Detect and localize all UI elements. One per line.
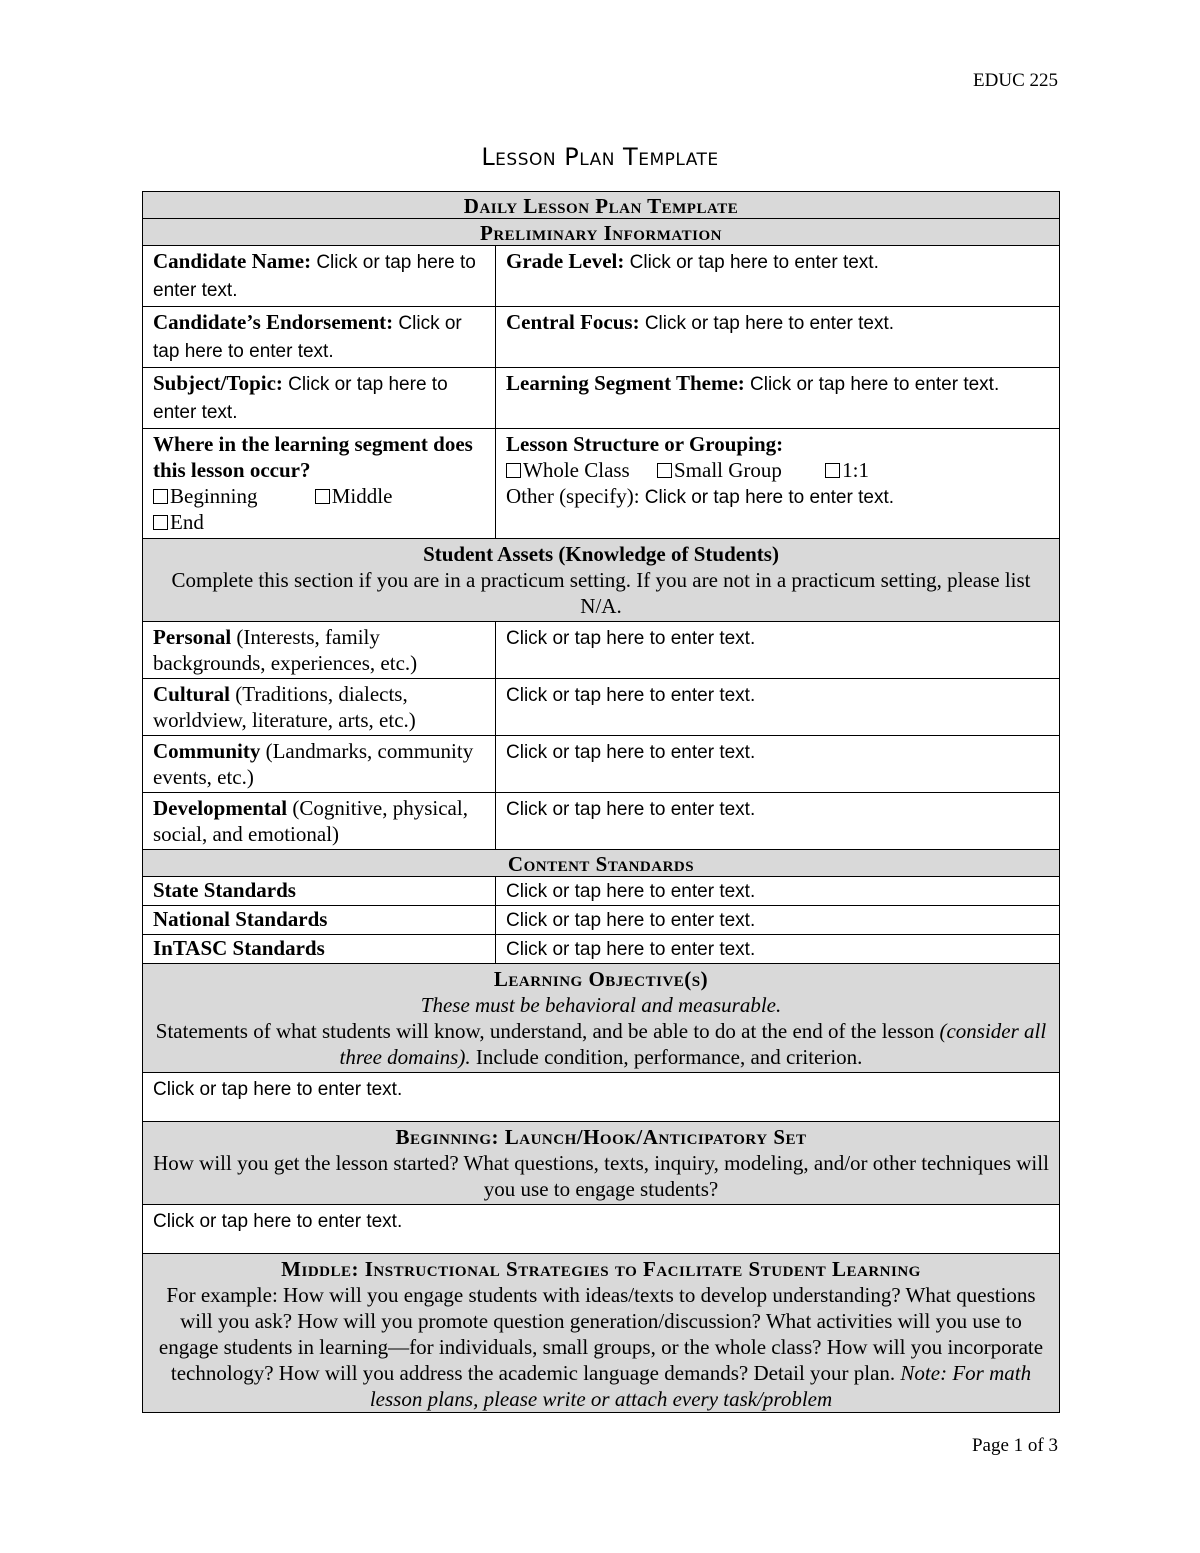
grade-level-field[interactable]: Click or tap here to enter text.: [629, 252, 879, 273]
asset-community-cell: [496, 736, 1060, 793]
asset-developmental-field[interactable]: Click or tap here to enter text.: [506, 799, 756, 820]
asset-desc: (Landmarks, community events, etc.): [153, 739, 474, 789]
central-focus-cell: [496, 307, 1060, 368]
assets-heading-cell: [143, 539, 1060, 622]
standard-national-cell: [496, 906, 1060, 935]
asset-label: Personal: [153, 625, 232, 649]
checkbox-icon: [506, 463, 521, 478]
standard-row-state: State Standards: [143, 877, 496, 906]
checkbox-icon: [825, 463, 840, 478]
standard-national-field[interactable]: Click or tap here to enter text.: [506, 910, 756, 931]
candidate-name-cell: [143, 246, 496, 307]
endorsement-label: Candidate’s Endorsement:: [153, 310, 394, 334]
middle-heading: Middle: Instructional Strategies to Facilitate Student Learning: [281, 1257, 921, 1281]
asset-personal-field[interactable]: Click or tap here to enter text.: [506, 628, 756, 649]
asset-cultural-field[interactable]: Click or tap here to enter text.: [506, 685, 756, 706]
checkbox-icon: [657, 463, 672, 478]
structure-option-one-to-one[interactable]: 1:1: [825, 457, 869, 483]
segment-theme-cell: [496, 368, 1060, 429]
asset-row-community: [143, 736, 496, 793]
asset-desc: (Interests, family backgrounds, experiences, etc.): [153, 625, 418, 675]
where-option-beginning[interactable]: Beginning: [153, 483, 258, 509]
where-option-end[interactable]: End: [153, 509, 204, 535]
standard-state-cell: [496, 877, 1060, 906]
structure-option-whole-class[interactable]: Whole Class: [506, 457, 630, 483]
checkbox-icon: [153, 489, 168, 504]
beginning-heading: Beginning: Launch/Hook/Anticipatory Set: [395, 1125, 807, 1149]
subject-cell: [143, 368, 496, 429]
standard-intasc-field[interactable]: Click or tap here to enter text.: [506, 939, 756, 960]
subject-label: Subject/Topic:: [153, 371, 283, 395]
standards-heading: Content Standards: [507, 852, 695, 876]
endorsement-field[interactable]: Click or tap here to enter text.: [153, 313, 462, 362]
asset-cultural-cell: [496, 679, 1060, 736]
assets-heading: Student Assets (Knowledge of Students): [423, 542, 779, 566]
asset-label: Community: [153, 739, 261, 763]
structure-option-small-group[interactable]: Small Group: [657, 457, 782, 483]
central-focus-label: Central Focus:: [506, 310, 640, 334]
beginning-heading-cell: [143, 1122, 1060, 1205]
grade-level-cell: [496, 246, 1060, 307]
where-cell: [143, 429, 496, 539]
standard-state-field[interactable]: Click or tap here to enter text.: [506, 881, 756, 902]
objectives-italic: These must be behavioral and measurable.: [420, 993, 782, 1017]
beginning-entry-cell: [143, 1205, 1060, 1254]
asset-row-developmental: [143, 793, 496, 850]
standard-intasc-cell: [496, 935, 1060, 964]
objectives-heading: Learning Objective(s): [493, 967, 709, 991]
where-label: Where in the learning segment does this lesson occur?: [153, 432, 473, 482]
asset-developmental-cell: [496, 793, 1060, 850]
asset-row-cultural: [143, 679, 496, 736]
standards-heading-cell: [143, 850, 1060, 877]
candidate-name-label: Candidate Name:: [153, 249, 312, 273]
table-title-cell: [143, 192, 1060, 219]
middle-heading-cell: [143, 1254, 1060, 1413]
subject-field[interactable]: Click or tap here to enter text.: [153, 374, 448, 423]
asset-label: Developmental: [153, 796, 288, 820]
page-number: Page 1 of 3: [971, 1435, 1058, 1456]
grade-level-label: Grade Level:: [506, 249, 625, 273]
asset-desc: (Cognitive, physical, social, and emotional): [153, 796, 468, 846]
structure-label: Lesson Structure or Grouping:: [506, 432, 784, 456]
asset-label: Cultural: [153, 682, 231, 706]
objectives-field[interactable]: Click or tap here to enter text.: [153, 1079, 403, 1100]
checkbox-icon: [315, 489, 330, 504]
objectives-note: Statements of what students will know, understand, and be able to do at the end of the lesson (consider all three domains). Include condition, performance, and criterion.: [155, 1019, 1047, 1069]
beginning-field[interactable]: Click or tap here to enter text.: [153, 1211, 403, 1232]
endorsement-cell: [143, 307, 496, 368]
table-title: Daily Lesson Plan Template: [463, 194, 739, 218]
asset-row-personal: [143, 622, 496, 679]
segment-theme-field[interactable]: Click or tap here to enter text.: [750, 374, 1000, 395]
asset-personal-cell: [496, 622, 1060, 679]
objectives-entry-cell: [143, 1073, 1060, 1122]
standard-row-intasc: InTASC Standards: [143, 935, 496, 964]
other-label: Other (specify):: [506, 484, 640, 508]
assets-note: Complete this section if you are in a practicum setting. If you are not in a practicum setting, please list N/A.: [171, 568, 1031, 618]
document-title: Lesson Plan Template: [481, 143, 719, 171]
prelim-heading-cell: [143, 219, 1060, 246]
checkbox-icon: [153, 515, 168, 530]
other-field[interactable]: Click or tap here to enter text.: [644, 487, 895, 508]
asset-community-field[interactable]: Click or tap here to enter text.: [506, 742, 756, 763]
structure-cell: [496, 429, 1060, 539]
segment-theme-label: Learning Segment Theme:: [506, 371, 745, 395]
preliminary-heading: Preliminary Information: [480, 221, 722, 245]
candidate-name-field[interactable]: Click or tap here to enter text.: [153, 252, 476, 301]
standard-row-national: National Standards: [143, 906, 496, 935]
where-option-middle[interactable]: Middle: [315, 483, 393, 509]
beginning-note: How will you get the lesson started? What questions, texts, inquiry, modeling, and/or other techniques will you use to engage students?: [153, 1151, 1049, 1201]
course-code: EDUC 225: [973, 70, 1058, 91]
lesson-plan-table: [142, 191, 1060, 1413]
central-focus-field[interactable]: Click or tap here to enter text.: [644, 313, 895, 334]
objectives-heading-cell: [143, 964, 1060, 1073]
asset-desc: (Traditions, dialects, worldview, literature, arts, etc.): [153, 682, 416, 732]
middle-note: For example: How will you engage students with ideas/texts to develop understanding? What questions will you ask? How will you promote question generation/discussion? What activities will you use to engage students in learning—for individuals, small groups, or the whole class? How will you incorporate technology? How will you address the academic language demands? Detail your plan. Note: For math lesson plans, please write or attach every task/problem: [158, 1283, 1044, 1411]
